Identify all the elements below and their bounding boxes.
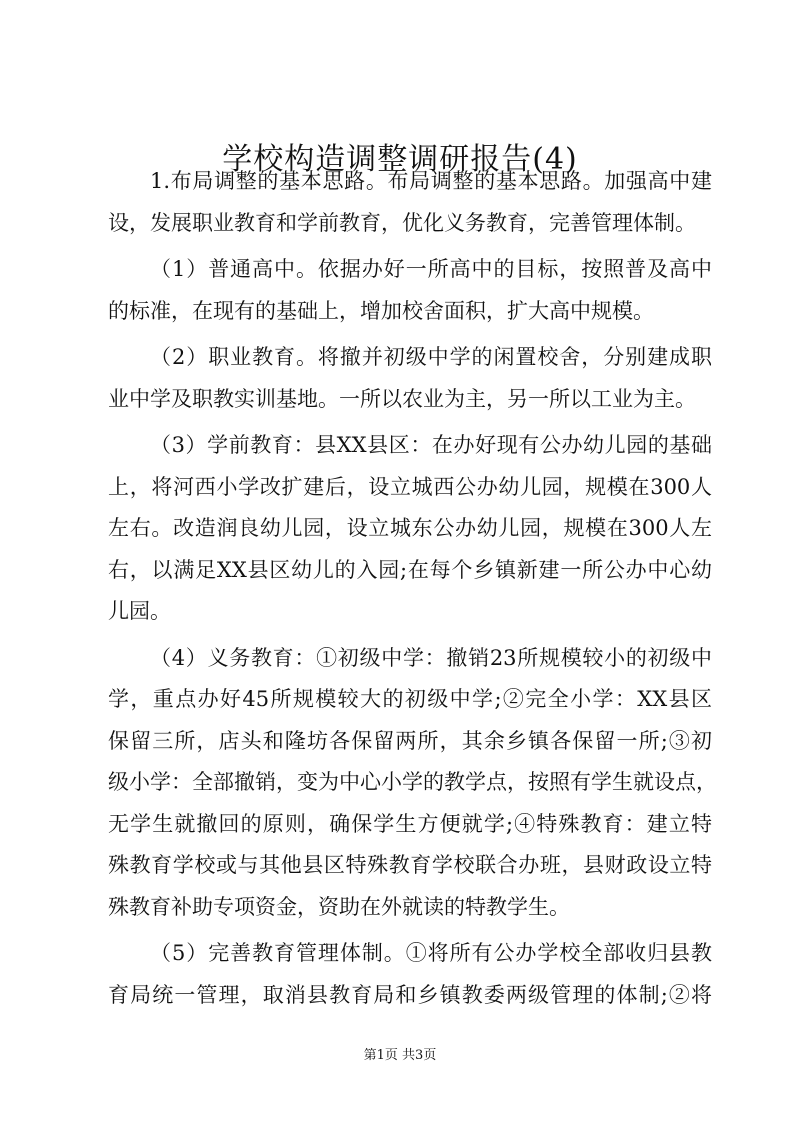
page-footer: 第1页 共3页 <box>363 1048 437 1063</box>
text-line: （4）义务教育：①初级中学：撤销23所规模较小的初级中 <box>150 645 712 670</box>
text-line: 无学生就撤回的原则，确保学生方便就学;④特殊教育：建立特 <box>108 811 712 836</box>
text-line: 儿园。 <box>108 599 171 623</box>
text-line: 殊教育补助专项资金，资助在外就读的特教学生。 <box>108 894 570 919</box>
text-line: （2）职业教育。将撤并初级中学的闲置校舍，分别建成职 <box>150 345 712 369</box>
text-line: 学，重点办好45所规模较大的初级中学;②完全小学：XX县区 <box>108 687 712 711</box>
document-title: 学校构造调整调研报告(4) <box>222 142 578 177</box>
paragraph <box>108 337 712 420</box>
paragraph <box>108 933 712 1016</box>
paragraph <box>108 249 712 332</box>
text-line: 1.布局调整的基本思路。布局调整的基本思路。加强高中建 <box>150 169 712 193</box>
text-line: 殊教育学校或与其他县区特殊教育学校联合办班，县财政设立特 <box>108 853 712 877</box>
text-line: 设，发展职业教育和学前教育，优化义务教育，完善管理体制。 <box>108 210 696 235</box>
text-line: 业中学及职教实训基地。一所以农业为主，另一所以工业为主。 <box>108 386 696 411</box>
paragraph <box>108 425 712 633</box>
text-line: 上，将河西小学改扩建后，设立城西公办幼儿园，规模在300人 <box>108 474 712 499</box>
text-line: （5）完善教育管理体制。①将所有公办学校全部收归县教 <box>150 941 712 965</box>
text-line: 保留三所，店头和隆坊各保留两所，其余乡镇各保留一所;③初 <box>108 728 712 753</box>
text-line: （1）普通高中。依据办好一所高中的目标，按照普及高中 <box>150 257 712 281</box>
text-line: 育局统一管理，取消县教育局和乡镇教委两级管理的体制;②将 <box>108 982 712 1007</box>
text-line: 的标准，在现有的基础上，增加校舍面积，扩大高中规模。 <box>108 298 654 323</box>
paragraph <box>108 161 712 244</box>
document-body <box>108 161 717 1021</box>
text-line: 右，以满足XX县区幼儿的入园;在每个乡镇新建一所公办中心幼 <box>108 557 712 582</box>
text-line: 左右。改造润良幼儿园，设立城东公办幼儿园，规模在300人左 <box>108 516 712 540</box>
text-line: 级小学：全部撤销，变为中心小学的教学点，按照有学生就设点， <box>108 770 717 794</box>
text-line: （3）学前教育：县XX县区：在办好现有公办幼儿园的基础 <box>150 433 712 457</box>
paragraph <box>108 638 717 929</box>
